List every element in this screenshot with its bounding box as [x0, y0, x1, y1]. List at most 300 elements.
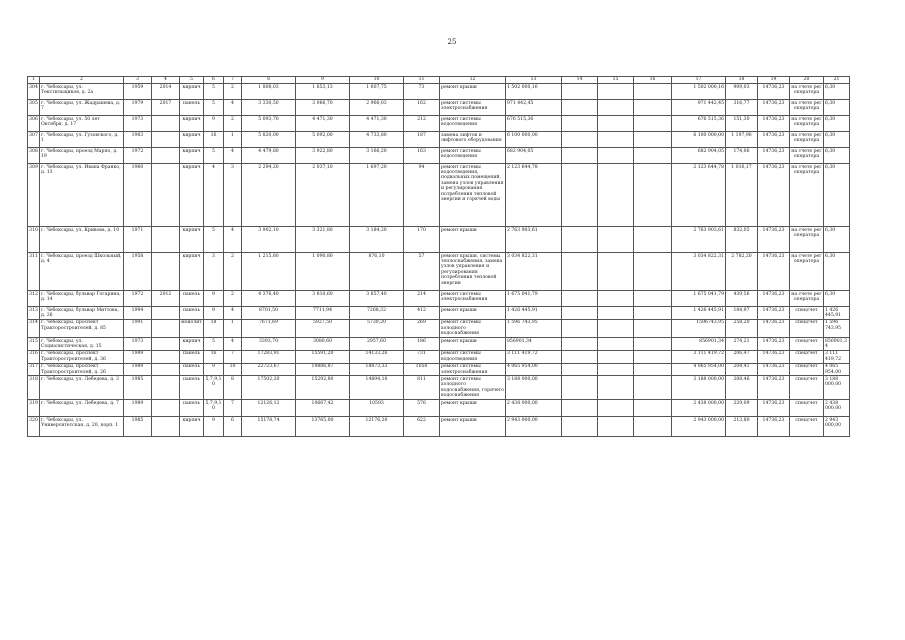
table-cell: 832,05: [726, 227, 758, 253]
table-cell: ремонт крыши, системы теплоснабжения, замена узлов управления и регулирования потребления тепловой энергии: [440, 253, 506, 291]
table-cell: 94: [404, 164, 440, 227]
table-cell: 5 820,00: [242, 132, 296, 148]
table-cell: ремонт крыши: [440, 307, 506, 320]
table-cell: 5 092,00: [296, 132, 350, 148]
table-cell: 10: [224, 363, 242, 376]
table-cell: 2957,60: [350, 338, 404, 351]
table-cell: на счете рег оператора: [790, 253, 824, 291]
table-cell: 3 922,80: [296, 148, 350, 164]
table-cell: 14894,10: [350, 376, 404, 400]
table-cell: 308: [28, 148, 40, 164]
table-cell: 9: [204, 417, 224, 437]
table-cell: 14736,23: [758, 116, 790, 132]
table-row: [28, 376, 850, 400]
table-cell: 2: [224, 291, 242, 307]
table-cell: [598, 307, 634, 320]
table-cell: 12126,12: [242, 400, 296, 417]
column-number: 2: [40, 77, 124, 84]
table-cell: 57: [404, 253, 440, 291]
table-row: [28, 400, 850, 417]
table-cell: 1989: [124, 363, 152, 376]
column-number: 20: [790, 77, 824, 84]
table-cell: [634, 338, 672, 351]
table-cell: 2 943 000,00: [672, 417, 726, 437]
table-cell: на счете рег оператора: [790, 291, 824, 307]
table-cell: 3 166,20: [350, 148, 404, 164]
table-cell: 4 471,30: [350, 116, 404, 132]
table-cell: панель: [180, 100, 204, 116]
table-cell: [562, 84, 598, 100]
column-number: 8: [242, 77, 296, 84]
table-cell: 14736,23: [758, 164, 790, 227]
table-cell: 6,30: [824, 253, 850, 291]
table-cell: 1 607,75: [350, 84, 404, 100]
table-cell: 3: [224, 164, 242, 227]
table-cell: 10667,42: [296, 400, 350, 417]
table-cell: 4: [224, 307, 242, 320]
table-cell: 4: [224, 227, 242, 253]
table-cell: ремонт системы водоотведения: [440, 148, 506, 164]
table-cell: 6,30: [824, 148, 850, 164]
table-cell: г. Чебоксары, проспект Тракторостроителей, д. 36: [40, 350, 124, 363]
column-number: 5: [180, 77, 204, 84]
table-cell: спецсчет: [790, 350, 824, 363]
table-cell: 2012: [152, 291, 180, 307]
table-cell: 1989: [124, 400, 152, 417]
table-cell: кирпич: [180, 132, 204, 148]
table-cell: 6,30: [824, 116, 850, 132]
table-cell: 4 065 954,00: [506, 363, 562, 376]
table-cell: [598, 253, 634, 291]
table-cell: ремонт системы электроснабжения: [440, 100, 506, 116]
table-cell: 310: [28, 227, 40, 253]
table-cell: 12176,20: [350, 417, 404, 437]
table-cell: 2: [224, 116, 242, 132]
column-number: 9: [296, 77, 350, 84]
table-cell: 318: [28, 376, 40, 400]
table-cell: 3 857,40: [350, 291, 404, 307]
table-cell: 7671,69: [242, 319, 296, 337]
table-cell: кирпич: [180, 164, 204, 227]
table-cell: 3 902,10: [242, 227, 296, 253]
table-cell: 1994: [124, 307, 152, 320]
table-cell: [562, 376, 598, 400]
table-cell: 1973: [124, 116, 152, 132]
table-cell: 307: [28, 132, 40, 148]
table-cell: 170: [404, 227, 440, 253]
table-cell: 1989: [124, 350, 152, 363]
table-cell: 151,30: [726, 116, 758, 132]
table-cell: 5927,50: [296, 319, 350, 337]
table-row: [28, 100, 850, 116]
table-row: [28, 417, 850, 437]
table-cell: спецсчет: [790, 376, 824, 400]
table-cell: 315: [28, 338, 40, 351]
table-row: [28, 291, 850, 307]
table-cell: [598, 376, 634, 400]
table-cell: 2 037,10: [296, 164, 350, 227]
table-cell: 3 188 000,00: [506, 376, 562, 400]
table-cell: 19886,87: [296, 363, 350, 376]
table-cell: 2: [224, 253, 242, 291]
table-cell: 14736,23: [758, 350, 790, 363]
table-cell: на счете рег оператора: [790, 164, 824, 227]
table-cell: 204,41: [726, 363, 758, 376]
table-cell: 5,7,9,10: [204, 400, 224, 417]
table-cell: кирпич: [180, 148, 204, 164]
table-cell: [634, 307, 672, 320]
table-row: [28, 164, 850, 227]
table-row: [28, 148, 850, 164]
table-cell: 909,03: [726, 84, 758, 100]
table-cell: [634, 100, 672, 116]
table-cell: [598, 148, 634, 164]
table-cell: 6,30: [824, 227, 850, 253]
table-row: [28, 307, 850, 320]
table-cell: 1 197,96: [726, 132, 758, 148]
table-cell: 1991: [124, 319, 152, 337]
table-cell: 274,21: [726, 338, 758, 351]
table-cell: 14133,26: [350, 350, 404, 363]
table-cell: г. Чебоксары, проспект Тракторостроителей, д. 85: [40, 319, 124, 337]
table-cell: 1: [224, 132, 242, 148]
table-cell: [562, 164, 598, 227]
table-cell: 1 215,80: [242, 253, 296, 291]
table-cell: кирпич: [180, 84, 204, 100]
table-cell: 2: [224, 84, 242, 100]
table-cell: 1985: [124, 417, 152, 437]
table-cell: 9: [204, 291, 224, 307]
column-number: 1: [28, 77, 40, 84]
table-cell: [562, 253, 598, 291]
table-cell: 5739,20: [350, 319, 404, 337]
table-cell: 7: [224, 400, 242, 417]
table-cell: 14736,23: [758, 376, 790, 400]
table-cell: 3: [204, 253, 224, 291]
table-cell: 4 065 954,00: [672, 363, 726, 376]
table-cell: [634, 116, 672, 132]
table-cell: панель: [180, 376, 204, 400]
table-row: [28, 319, 850, 337]
table-cell: г. Чебоксары, проезд Школьный, д. 4: [40, 253, 124, 291]
table-row: [28, 84, 850, 100]
table-cell: 5: [204, 338, 224, 351]
table-cell: [562, 116, 598, 132]
column-number: 16: [634, 77, 672, 84]
table-cell: 4 479,80: [242, 148, 296, 164]
column-number: 17: [672, 77, 726, 84]
table-cell: 1 502 000,16: [506, 84, 562, 100]
table-cell: 213,80: [726, 417, 758, 437]
table-cell: на счете рег оператора: [790, 227, 824, 253]
table-cell: 15591,20: [296, 350, 350, 363]
table-cell: [634, 253, 672, 291]
table-cell: панель: [180, 291, 204, 307]
table-cell: 17283,91: [242, 350, 296, 363]
table-cell: спецсчет: [790, 417, 824, 437]
table-cell: [152, 363, 180, 376]
table-cell: [562, 417, 598, 437]
table-cell: 4 376,40: [242, 291, 296, 307]
table-cell: 2 294,20: [242, 164, 296, 227]
table-cell: [634, 148, 672, 164]
table-cell: г. Чебоксары, ул. Жадрашева, д. 7: [40, 100, 124, 116]
table-cell: 2 943 000,00: [506, 417, 562, 437]
table-cell: 3 330,50: [242, 100, 296, 116]
table-cell: 3 184,20: [350, 227, 404, 253]
column-number: 21: [824, 77, 850, 84]
table-cell: 3080,60: [296, 338, 350, 351]
table-cell: [634, 291, 672, 307]
column-number: 10: [350, 77, 404, 84]
table-cell: 14736,23: [758, 253, 790, 291]
table-cell: 14736,23: [758, 363, 790, 376]
table-cell: г. Чебоксары, ул. Кривова, д. 10: [40, 227, 124, 253]
table-cell: [634, 363, 672, 376]
table-cell: [598, 400, 634, 417]
table-cell: 316: [28, 350, 40, 363]
table-cell: 7711,94: [296, 307, 350, 320]
table-cell: [152, 417, 180, 437]
table-cell: [562, 227, 598, 253]
table-cell: 2 123 644,78: [672, 164, 726, 227]
table-cell: 2014: [152, 84, 180, 100]
column-number: 4: [152, 77, 180, 84]
table-cell: спецсчет: [790, 400, 824, 417]
column-number: 3: [124, 77, 152, 84]
table-cell: кирпич: [180, 253, 204, 291]
table-cell: 811: [404, 376, 440, 400]
table-cell: [152, 227, 180, 253]
table-cell: 4 471,30: [296, 116, 350, 132]
table-cell: 312: [28, 291, 40, 307]
table-cell: 14736,23: [758, 132, 790, 148]
table-cell: 3 034 822,31: [506, 253, 562, 291]
table-cell: [634, 132, 672, 148]
table-row: [28, 132, 850, 148]
table-cell: 682 904,05: [672, 148, 726, 164]
table-cell: 1972: [124, 148, 152, 164]
table-cell: [152, 376, 180, 400]
table-cell: 1 426 445,91: [672, 307, 726, 320]
table-cell: 163: [404, 148, 440, 164]
table-cell: 3393,70: [242, 338, 296, 351]
table-cell: спецсчет: [790, 319, 824, 337]
table-cell: 6,30: [824, 291, 850, 307]
table-cell: [598, 227, 634, 253]
table-cell: [152, 116, 180, 132]
table-cell: спецсчет: [790, 338, 824, 351]
table-cell: [152, 164, 180, 227]
table-cell: 1 596 743,95: [506, 319, 562, 337]
table-cell: [152, 307, 180, 320]
table-cell: 174,06: [726, 148, 758, 164]
table-cell: 576: [404, 400, 440, 417]
column-number: 11: [404, 77, 440, 84]
table-cell: [152, 319, 180, 337]
table-cell: панель: [180, 363, 204, 376]
table-cell: панель: [180, 400, 204, 417]
table-cell: 6 100 000,00: [672, 132, 726, 148]
table-cell: монолит: [180, 319, 204, 337]
table-cell: 1 808,03: [242, 84, 296, 100]
table-cell: [634, 350, 672, 363]
table-cell: 162: [404, 100, 440, 116]
table-cell: 258,20: [726, 319, 758, 337]
table-cell: 311: [28, 253, 40, 291]
table-cell: 1958: [124, 253, 152, 291]
table-cell: 1: [224, 319, 242, 337]
column-number: 15: [598, 77, 634, 84]
table-cell: 3 321,80: [296, 227, 350, 253]
table-cell: [562, 148, 598, 164]
table-cell: ремонт системы электроснабжения: [440, 291, 506, 307]
table-cell: 622: [404, 417, 440, 437]
table-cell: [634, 164, 672, 227]
table-cell: ремонт крыши: [440, 84, 506, 100]
table-cell: 2 966,03: [350, 100, 404, 116]
table-cell: [598, 132, 634, 148]
table-cell: 305: [28, 100, 40, 116]
table-cell: 186: [404, 338, 440, 351]
table-cell: ремонт системы водоотведения: [440, 116, 506, 132]
table-cell: панель: [180, 350, 204, 363]
table-cell: 18873,33: [350, 363, 404, 376]
table-cell: 1971: [124, 227, 152, 253]
table-cell: г. Чебоксары, ул. 50 лет Октября, д. 17: [40, 116, 124, 132]
table-cell: 1973: [124, 338, 152, 351]
table-cell: 1 653,13: [296, 84, 350, 100]
table-cell: 1 675 041,79: [672, 291, 726, 307]
table-cell: [634, 376, 672, 400]
table-cell: 14736,23: [758, 417, 790, 437]
table-cell: [598, 350, 634, 363]
table-cell: панель: [180, 307, 204, 320]
table-cell: г. Чебоксары, ул. Ивана Франко, д. 13: [40, 164, 124, 227]
table-cell: 14736,23: [758, 100, 790, 116]
repair-program-table: [27, 76, 850, 437]
table-cell: 1960: [124, 164, 152, 227]
table-cell: спецсчет: [790, 307, 824, 320]
table-cell: кирпич: [180, 338, 204, 351]
table-cell: 212: [404, 116, 440, 132]
table-cell: 14736,23: [758, 84, 790, 100]
table-cell: 4 733,80: [350, 132, 404, 148]
table-cell: 3 111 419,72: [824, 350, 850, 363]
table-cell: 16: [204, 350, 224, 363]
table-cell: 14736,23: [758, 291, 790, 307]
table-cell: на счете рег оператора: [790, 116, 824, 132]
table-cell: г. Чебоксары, ул. Университетская, д. 20, корп. 1: [40, 417, 124, 437]
column-number: 12: [440, 77, 506, 84]
table-cell: 4: [224, 338, 242, 351]
table-cell: 8701,50: [242, 307, 296, 320]
table-cell: [598, 363, 634, 376]
table-cell: 3 188 000,00: [672, 376, 726, 400]
table-cell: 2 763 903,61: [672, 227, 726, 253]
table-cell: [634, 84, 672, 100]
table-cell: г. Чебоксары, ул. Лебедева, д. 7: [40, 400, 124, 417]
table-cell: ремонт крыши: [440, 400, 506, 417]
table-cell: кирпич: [180, 417, 204, 437]
table-row: [28, 227, 850, 253]
table-cell: 971 442,45: [672, 100, 726, 116]
table-cell: 17502,20: [242, 376, 296, 400]
table-cell: [152, 338, 180, 351]
table-cell: 439,56: [726, 291, 758, 307]
table-cell: 5: [204, 84, 224, 100]
table-cell: 313: [28, 307, 40, 320]
table-row: [28, 363, 850, 376]
table-cell: ремонт системы водоотведения, подвальных помещений, замена узлов управления и регулирования потребления тепловой энергии и горячей воды: [440, 164, 506, 227]
table-cell: 9: [204, 307, 224, 320]
table-cell: 9: [204, 363, 224, 376]
table-cell: 1 090,80: [296, 253, 350, 291]
table-cell: [598, 319, 634, 337]
table-cell: г. Чебоксары, бульвар Гогарина, д. 14: [40, 291, 124, 307]
table-cell: на счете рег оператора: [790, 148, 824, 164]
table-cell: 5 093,70: [242, 116, 296, 132]
table-cell: 3 034 822,31: [672, 253, 726, 291]
table-cell: г. Чебоксары, ул. Текстильщиков, д. 2а: [40, 84, 124, 100]
table-cell: 856901,34: [824, 338, 850, 351]
table-cell: [562, 363, 598, 376]
table-cell: 1596743,95: [672, 319, 726, 337]
table-cell: 2 123 644,78: [506, 164, 562, 227]
table-cell: 1 697,20: [350, 164, 404, 227]
table-cell: 1972: [124, 291, 152, 307]
table-cell: 320: [28, 417, 40, 437]
table-cell: [562, 400, 598, 417]
table-cell: г. Чебоксары, ул. Лебедева, д. 3: [40, 376, 124, 400]
table-cell: [598, 417, 634, 437]
table-cell: 316,77: [726, 100, 758, 116]
table-cell: [562, 350, 598, 363]
table-cell: 10593: [350, 400, 404, 417]
table-cell: 214: [404, 291, 440, 307]
table-cell: 676 515,36: [672, 116, 726, 132]
table-row: [28, 350, 850, 363]
table-cell: на счете рег оператора: [790, 132, 824, 148]
table-row: [28, 116, 850, 132]
table-cell: спецсчет: [790, 363, 824, 376]
table-cell: [598, 291, 634, 307]
table-cell: 1 675 041,79: [506, 291, 562, 307]
table-cell: 18: [204, 319, 224, 337]
table-cell: 187: [404, 132, 440, 148]
table-cell: 5: [204, 100, 224, 116]
table-cell: 13765,00: [296, 417, 350, 437]
column-number: 7: [224, 77, 242, 84]
table-cell: кирпич: [180, 227, 204, 253]
table-cell: 14736,23: [758, 400, 790, 417]
table-cell: [562, 100, 598, 116]
table-cell: ремонт крыши: [440, 227, 506, 253]
table-cell: 412: [404, 307, 440, 320]
table-cell: [598, 84, 634, 100]
table-cell: 5: [204, 227, 224, 253]
table-cell: 1 016,17: [726, 164, 758, 227]
table-cell: [562, 307, 598, 320]
column-number: 13: [506, 77, 562, 84]
table-cell: 2 438 000,00: [672, 400, 726, 417]
table-cell: 14736,23: [758, 338, 790, 351]
table-cell: ремонт крыши: [440, 338, 506, 351]
table-cell: 6,30: [824, 100, 850, 116]
table-cell: [152, 400, 180, 417]
table-cell: 3 066,70: [296, 100, 350, 116]
table-cell: 15178,74: [242, 417, 296, 437]
